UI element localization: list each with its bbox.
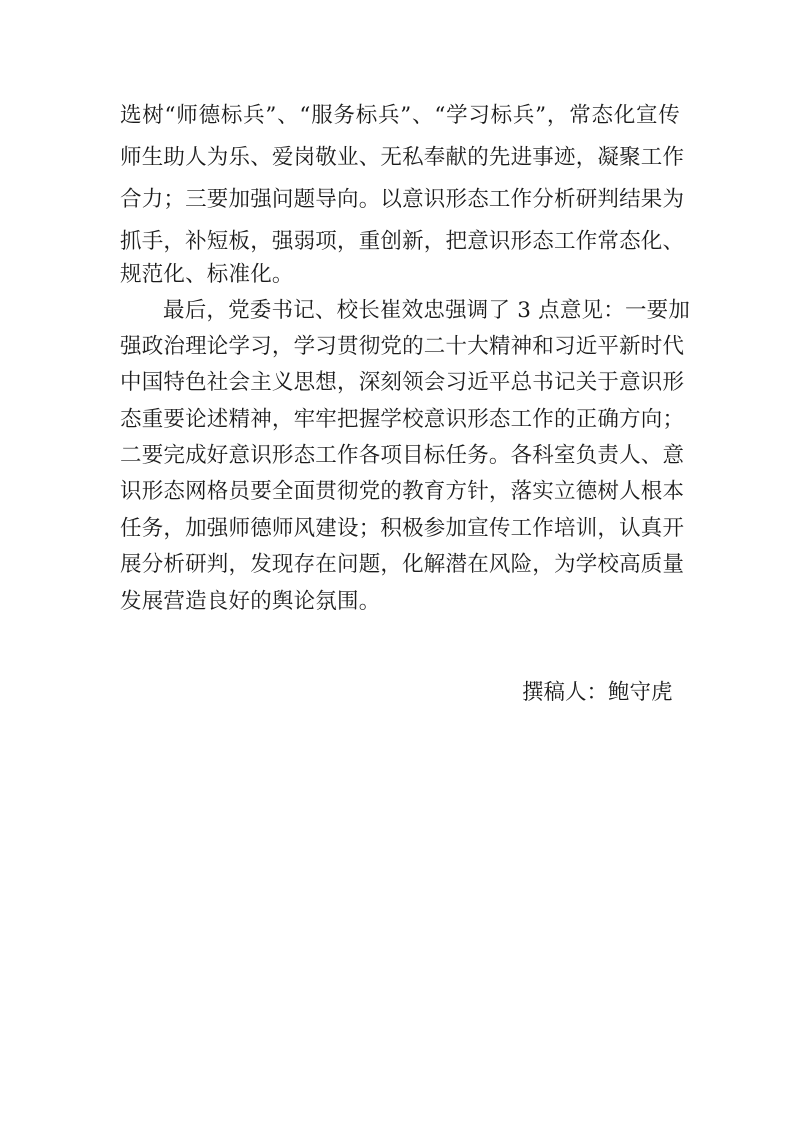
paragraph-2-line-7: 任务，加强师德师风建设；积极参加宣传工作培训，认真开: [120, 516, 685, 541]
paragraph-2-line-8: 展分析研判，发现存在问题，化解潜在风险，为学校高质量: [120, 552, 685, 577]
paragraph-2-line-1: 最后，党委书记、校长崔效忠强调了 3 点意见：一要加: [163, 298, 691, 323]
paragraph-1-line-3: 合力；三要加强问题导向。以意识形态工作分析研判结果为: [120, 187, 685, 212]
paragraph-1-line-2: 师生助人为乐、爱岗敬业、无私奉献的先进事迹，凝聚工作: [120, 145, 685, 170]
author-signature: 撰稿人：鲍守虎: [522, 680, 673, 705]
paragraph-2-line-2: 强政治理论学习，学习贯彻党的二十大精神和习近平新时代: [120, 334, 685, 359]
paragraph-2-line-4: 态重要论述精神，牢牢把握学校意识形态工作的正确方向；: [120, 407, 685, 432]
paragraph-1-line-5: 规范化、标准化。: [120, 262, 294, 287]
paragraph-1-line-4: 抓手，补短板，强弱项，重创新，把意识形态工作常态化、: [120, 229, 685, 254]
paragraph-2-line-5: 二要完成好意识形态工作各项目标任务。各科室负责人、意: [120, 443, 685, 468]
paragraph-2-line-3: 中国特色社会主义思想，深刻领会习近平总书记关于意识形: [120, 370, 685, 395]
paragraph-2-line-9: 发展营造良好的舆论氛围。: [120, 589, 381, 614]
paragraph-2-line-6: 识形态网格员要全面贯彻党的教育方针，落实立德树人根本: [120, 479, 685, 504]
paragraph-1-line-1: 选树“师德标兵”、“服务标兵”、“学习标兵”，常态化宣传: [120, 103, 680, 128]
